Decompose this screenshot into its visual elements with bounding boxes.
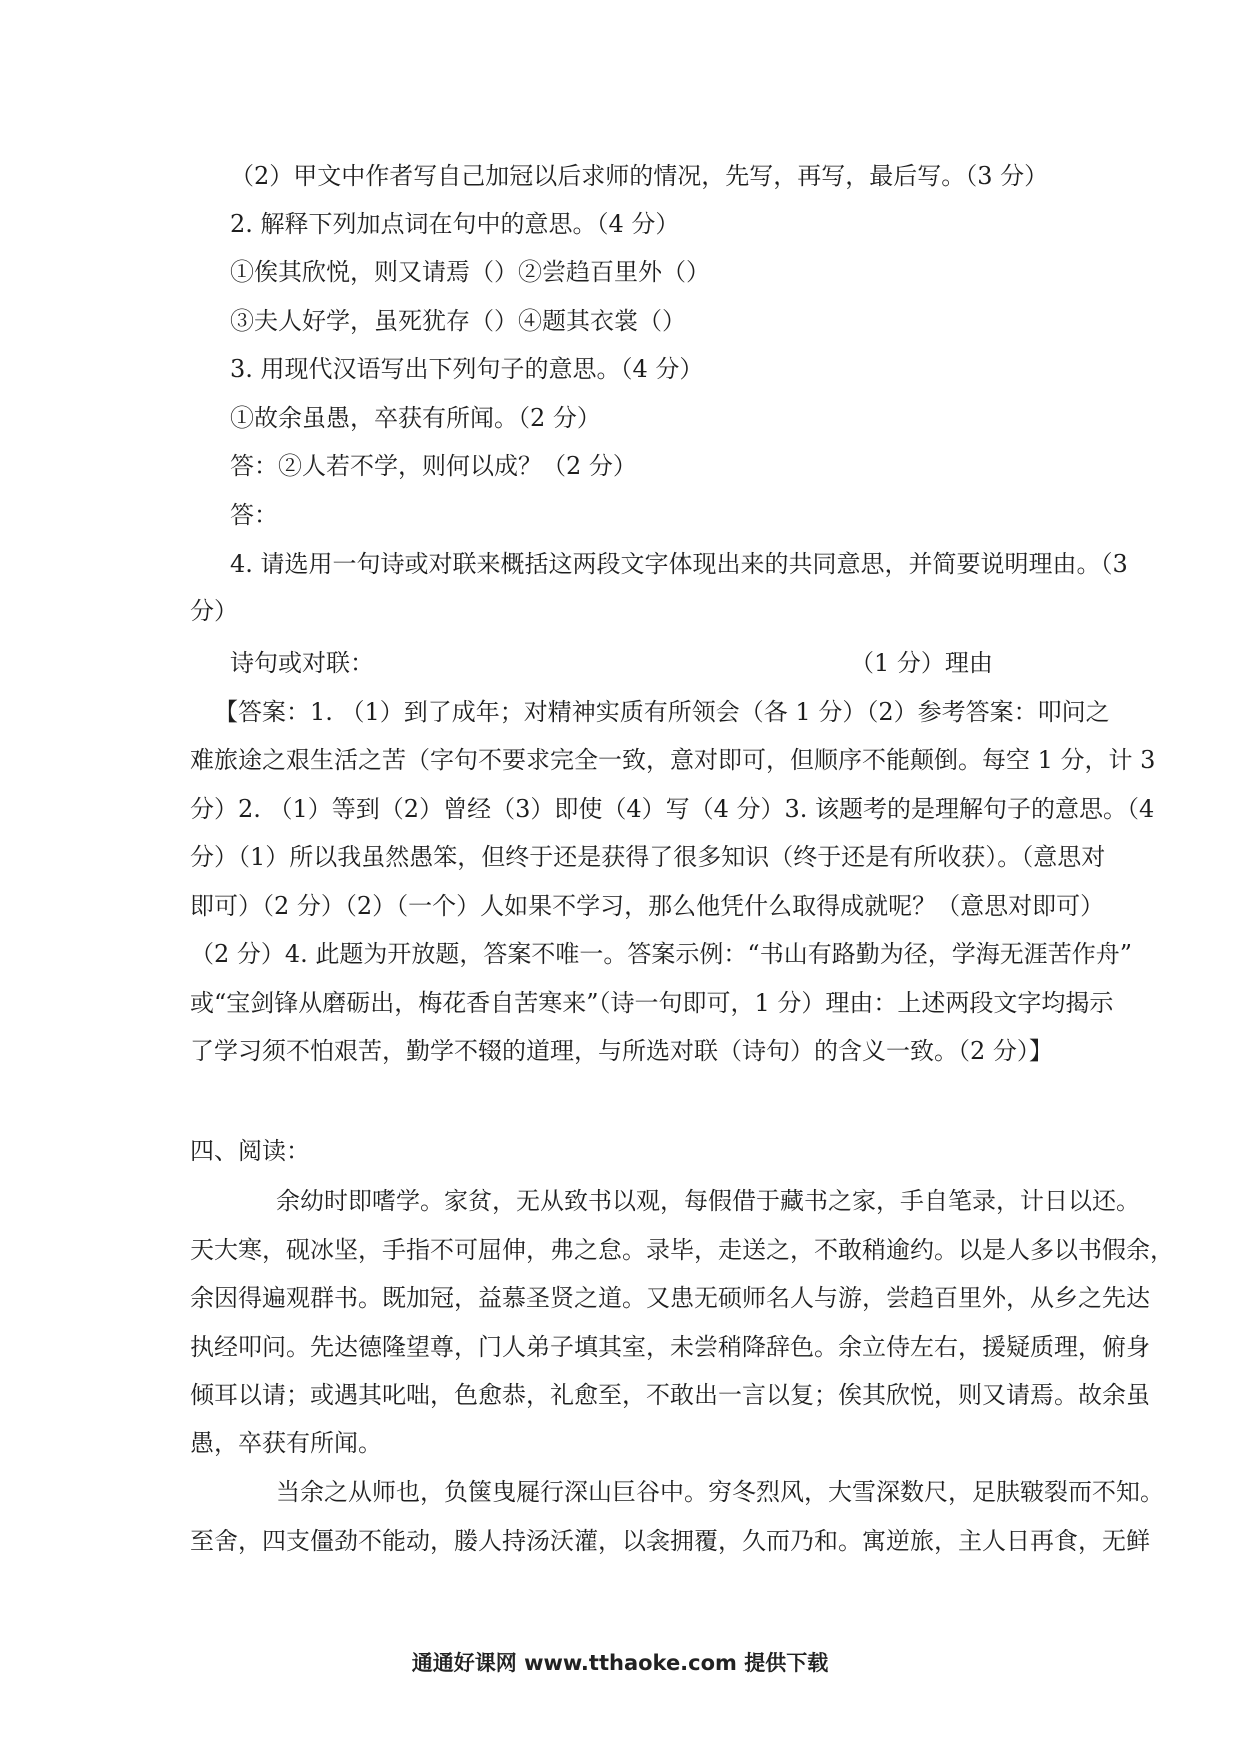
passage-p1-line2: 天大寒，砚冰坚，手指不可屈伸，弗之怠。录毕，走送之，不敢稍逾约。以是人多以书假余， <box>190 1236 1174 1264</box>
question-4-field-right: （1 分）理由 <box>850 649 993 677</box>
answer-line-6: （2 分）4. 此题为开放题，答案不唯一。答案示例：“书山有路勤为径，学海无涯苦作舟” <box>190 940 1132 968</box>
passage-p1-line4: 执经叩问。先达德隆望尊，门人弟子填其室，未尝稍降辞色。余立侍左右，援疑质理，俯身 <box>190 1333 1150 1361</box>
answer-line-1: 【答案：1. （1）到了成年；对精神实质有所领会（各 1 分）（2）参考答案：叩问之 <box>214 698 1110 726</box>
question-4-line2: 分） <box>190 597 238 625</box>
question-3-c: 答： <box>230 501 278 529</box>
question-4-line1: 4. 请选用一句诗或对联来概括这两段文字体现出来的共同意思，并简要说明理由。（3 <box>230 550 1128 578</box>
question-4-field-left: 诗句或对联： <box>230 649 374 677</box>
passage-p1-line3: 余因得遍观群书。既加冠，益慕圣贤之道。又患无硕师名人与游，尝趋百里外，从乡之先达 <box>190 1284 1150 1312</box>
question-2-items-a: ①俟其欣悦，则又请焉（）②尝趋百里外（） <box>230 258 710 286</box>
section-4-heading: 四、阅读： <box>190 1137 310 1165</box>
answer-line-2: 难旅途之艰生活之苦（字句不要求完全一致，意对即可，但顺序不能颠倒。每空 1 分，计 3 <box>190 746 1156 774</box>
question-1-2: （2）甲文中作者写自己加冠以后求师的情况，先写，再写，最后写。（3 分） <box>230 162 1049 190</box>
answer-line-7: 或“宝剑锋从磨砺出，梅花香自苦寒来”（诗一句即可，1 分）理由：上述两段文字均揭示 <box>190 989 1114 1017</box>
question-3-a: ①故余虽愚，卒获有所闻。（2 分） <box>230 404 601 432</box>
passage-p1-line5: 倾耳以请；或遇其叱咄，色愈恭，礼愈至，不敢出一言以复；俟其欣悦，则又请焉。故余虽 <box>190 1381 1150 1409</box>
question-2: 2. 解释下列加点词在句中的意思。（4 分） <box>230 210 680 238</box>
question-3: 3. 用现代汉语写出下列句子的意思。（4 分） <box>230 355 704 383</box>
passage-p1-line6: 愚，卒获有所闻。 <box>190 1429 382 1457</box>
answer-line-8: 了学习须不怕艰苦，勤学不辍的道理，与所选对联（诗句）的含义一致。（2 分）】 <box>190 1037 1053 1065</box>
passage-p2-line1: 当余之从师也，负箧曳屣行深山巨谷中。穷冬烈风，大雪深数尺，足肤皲裂而不知。 <box>276 1478 1164 1506</box>
passage-p2-line2: 至舍，四支僵劲不能动，媵人持汤沃灌，以衾拥覆，久而乃和。寓逆旅，主人日再食，无鲜 <box>190 1527 1150 1555</box>
answer-line-5: 即可）（2 分）（2）（一个）人如果不学习，那么他凭什么取得成就呢？（意思对即可） <box>190 892 1105 920</box>
passage-p1-line1: 余幼时即嗜学。家贫，无从致书以观，每假借于藏书之家，手自笔录，计日以还。 <box>276 1187 1140 1215</box>
answer-line-3: 分）2. （1）等到（2）曾经（3）即使（4）写（4 分）3. 该题考的是理解句子的意思。（4 <box>190 795 1155 823</box>
question-3-b: 答：②人若不学，则何以成？（2 分） <box>230 452 637 480</box>
question-2-items-b: ③夫人好学，虽死犹存（）④题其衣裳（） <box>230 307 686 335</box>
answer-line-4: 分）（1）所以我虽然愚笨，但终于还是获得了很多知识（终于还是有所收获）。（意思对 <box>190 843 1106 871</box>
page-footer: 通通好课网 www.tthaoke.com 提供下载 <box>411 1651 829 1675</box>
